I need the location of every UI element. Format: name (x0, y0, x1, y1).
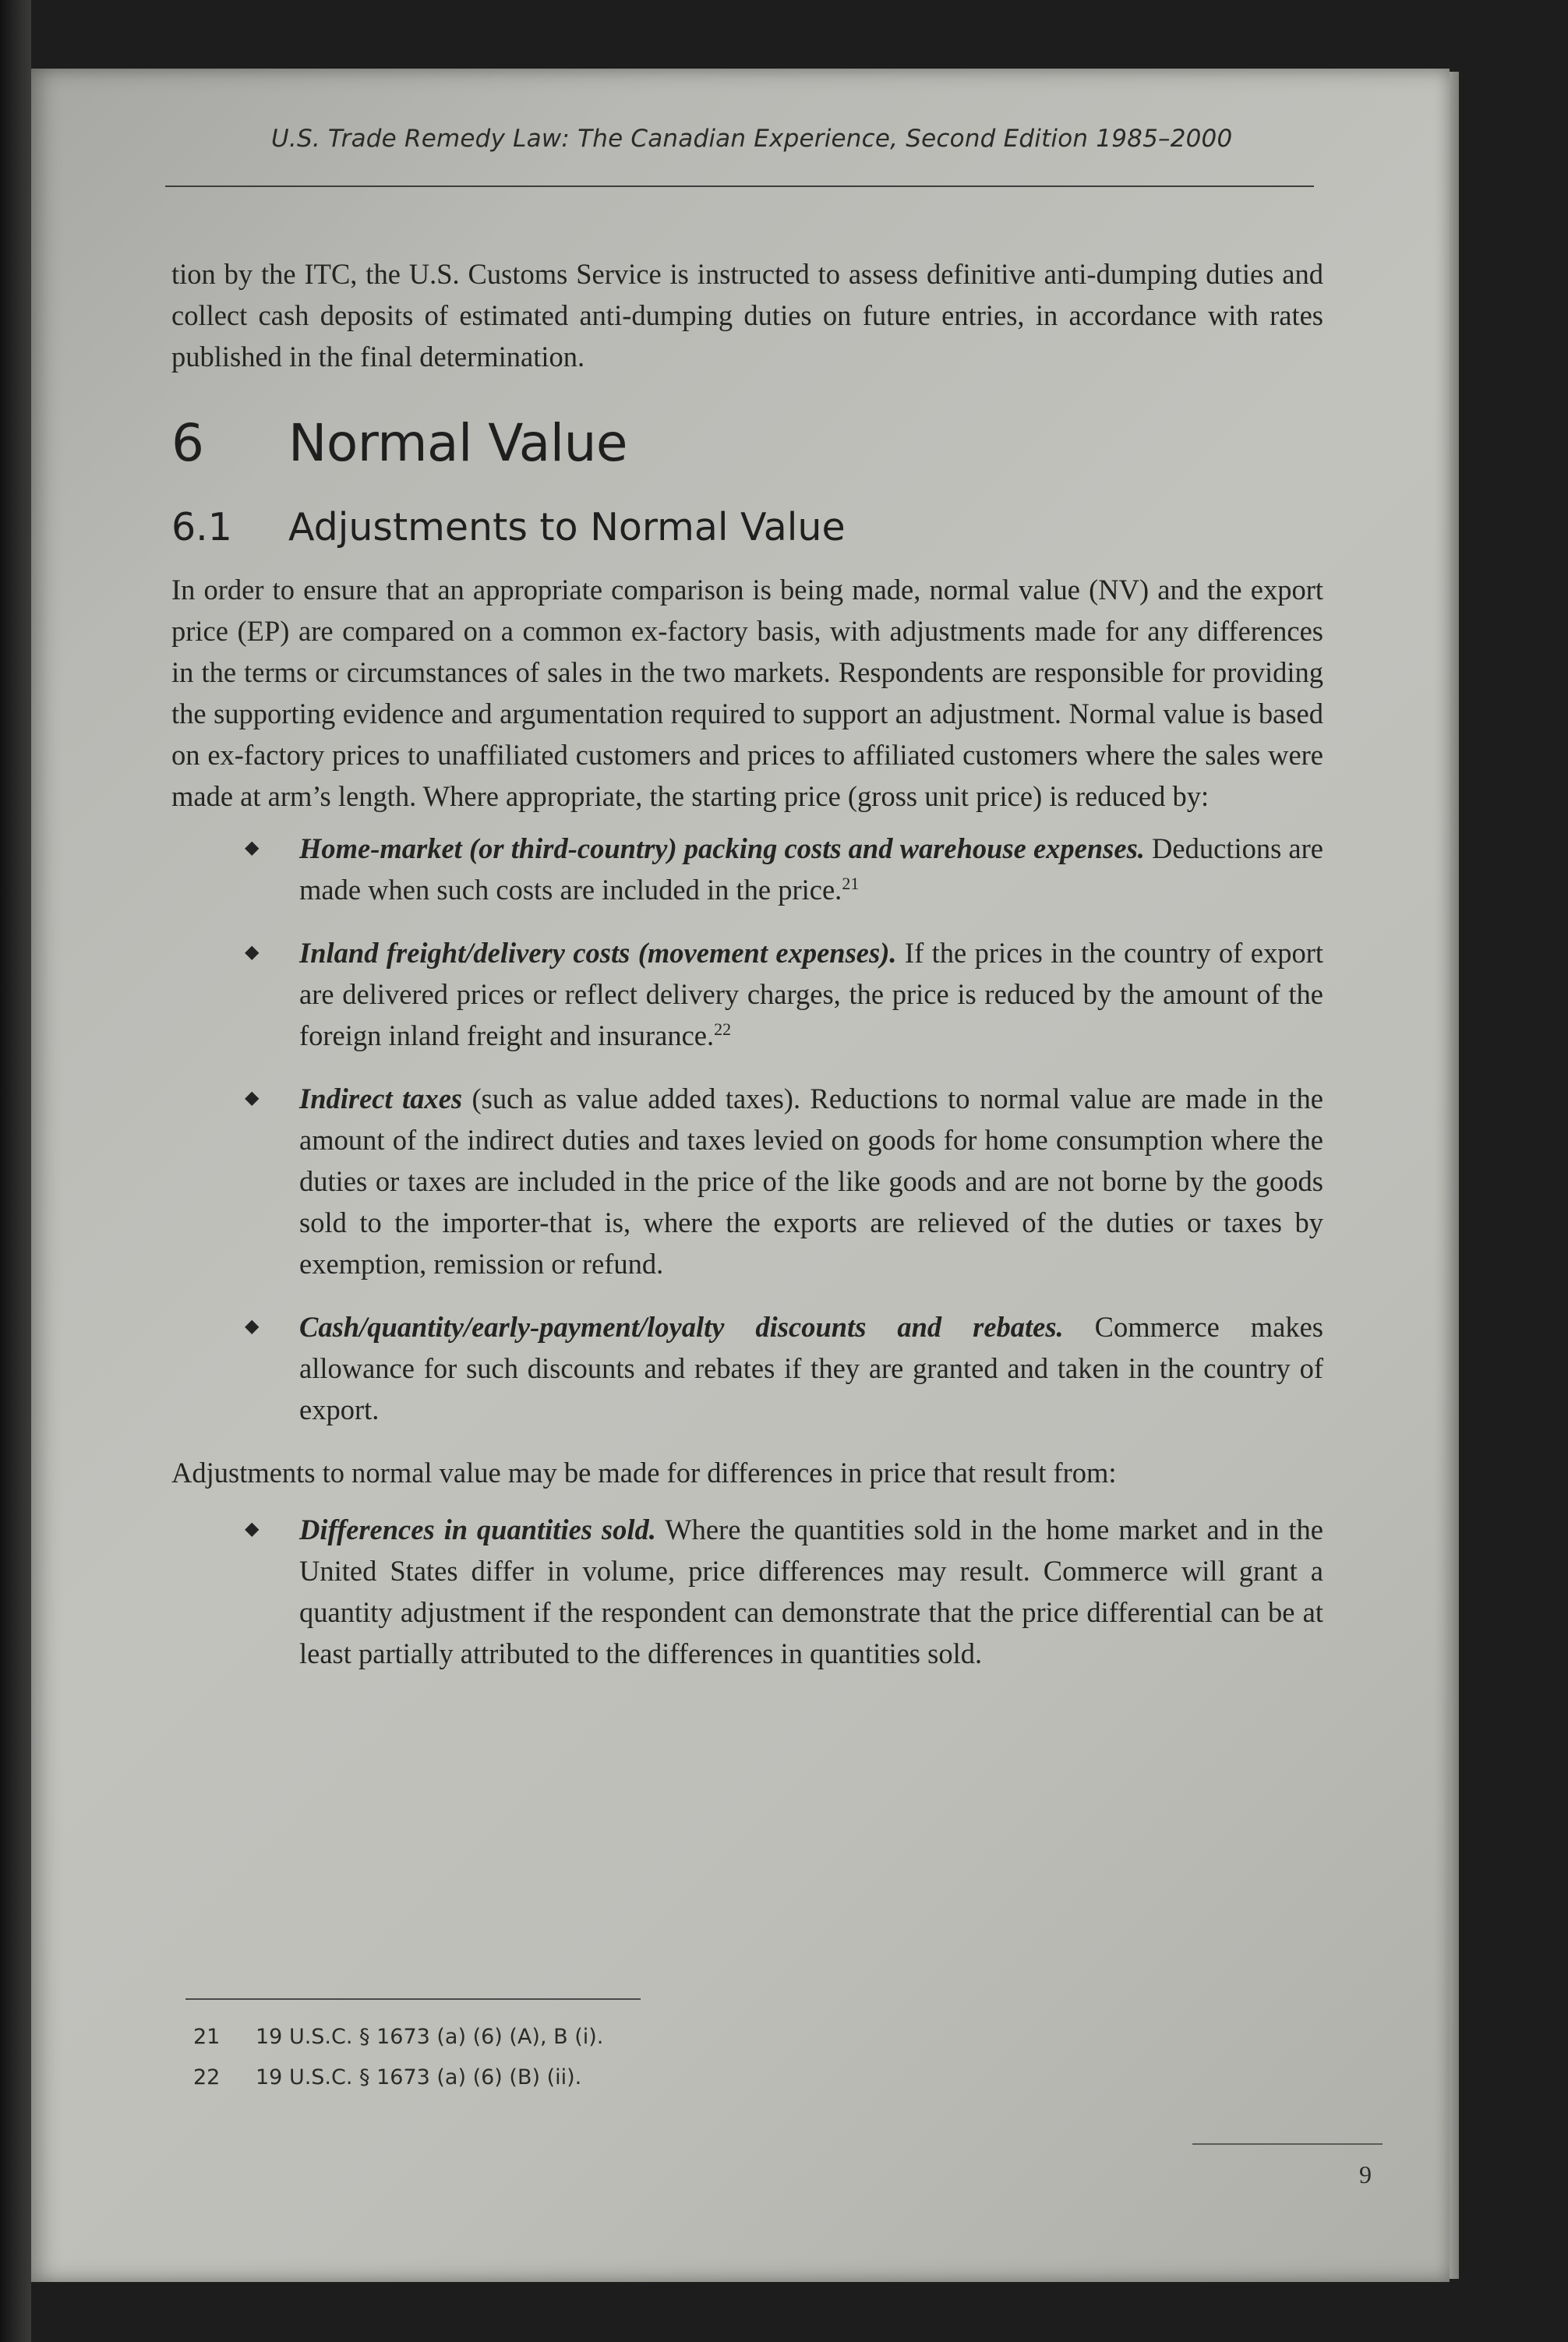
item-text: Deductions are made when such costs are included in the price. (299, 832, 1323, 906)
footnote (193, 2058, 603, 2098)
header-rule (165, 185, 1314, 187)
adjacent-page-edge (0, 0, 31, 2342)
item-text: If the prices in the country of export are delivered prices or reflect delivery charges, the price is reduced by the amount of the foreign inland freight and insurance. (299, 937, 1323, 1051)
footnote (193, 2017, 603, 2058)
list-item (171, 1078, 1323, 1284)
item-text: (such as value added taxes). Reductions to normal value are made in the amount of the indirect duties and taxes levied on goods for home consumption where the duties or taxes are included in the price of the like goods and are not borne by the goods sold to the importer-that is, where the exports are relieved of the duties or taxes by exemption, remission or refund. (299, 1083, 1323, 1280)
diamond-bullet-icon: ◆ (245, 838, 260, 858)
page-stack-edge (1450, 72, 1459, 2279)
footnote-text: 19 U.S.C. § 1673 (a) (6) (B) (ii). (256, 2065, 582, 2089)
diamond-bullet-icon: ◆ (245, 1316, 260, 1337)
item-text: Where the quantities sold in the home market and in the United States differ in volume, price differences may result. Commerce will grant a quantity adjustment if the respondent can demonstrate that the price differential can be at least partially attributed to the differences in quantities sold. (299, 1514, 1324, 1669)
footnote-number: 22 (193, 2065, 221, 2089)
item-lead: Cash/quantity/early-payment/loyalty discounts and rebates. (299, 1311, 1064, 1343)
item-lead: Inland freight/delivery costs (movement expenses). (299, 937, 897, 969)
chapter-title: Normal Value (288, 413, 628, 473)
footnote-number: 21 (193, 2025, 221, 2049)
running-head: U.S. Trade Remedy Law: The Canadian Experience, Second Edition 1985–2000 (271, 125, 1233, 153)
section-paragraph: In order to ensure that an appropriate comparison is being made, normal value (NV) and the export price (EP) are compared on a common ex-factory basis, with adjustments made for any differences in the terms or circumstances of sales in the two markets. Respondents are responsible for providing the supporting evidence and argumentation required to support an adjustment. Normal value is based on ex-factory prices to unaffiliated customers and prices to affiliated customers where the sales were made at arm’s length. Where appropriate, the starting price (gross unit price) is reduced by: (171, 574, 1323, 812)
item-text: Commerce makes allowance for such discounts and rebates if they are granted and taken in the country of export. (299, 1311, 1323, 1425)
section-title: Adjustments to Normal Value (288, 505, 846, 549)
footnote-text: 19 U.S.C. § 1673 (a) (6) (A), B (i). (256, 2025, 604, 2049)
differences-list (171, 1509, 1323, 1674)
intro-paragraph: tion by the ITC, the U.S. Customs Service is instructed to assess definitive anti-dumping duties and collect cash deposits of estimated anti-dumping duties on future entries, in accordance with rates published in the final determination. (171, 258, 1323, 373)
list-item (171, 932, 1323, 1056)
item-lead: Home-market (or third-country) packing costs and warehouse expenses. (299, 832, 1145, 864)
diamond-bullet-icon: ◆ (245, 1088, 260, 1108)
adjustments-paragraph: Adjustments to normal value may be made for differences in price that result from: (171, 1457, 1117, 1489)
diamond-bullet-icon: ◆ (245, 1519, 260, 1539)
page-number: 9 (1359, 2160, 1372, 2188)
reductions-list (171, 828, 1323, 1430)
footnote-rule (185, 1998, 641, 2000)
chapter-heading (171, 413, 1323, 497)
page-body (171, 253, 1323, 1696)
section-number: 6.1 (171, 505, 232, 549)
footnotes (193, 2017, 603, 2098)
list-item (171, 1509, 1323, 1674)
chapter-number: 6 (171, 413, 204, 473)
item-lead: Indirect taxes (299, 1083, 463, 1114)
section-heading (171, 507, 1323, 569)
list-item (171, 1306, 1323, 1430)
folio-rule (1192, 2143, 1383, 2145)
footnote-ref: 22 (714, 1019, 732, 1039)
footnote-ref: 21 (842, 873, 860, 893)
item-lead: Differences in quantities sold. (299, 1514, 656, 1545)
list-item (171, 828, 1323, 910)
diamond-bullet-icon: ◆ (245, 942, 260, 963)
